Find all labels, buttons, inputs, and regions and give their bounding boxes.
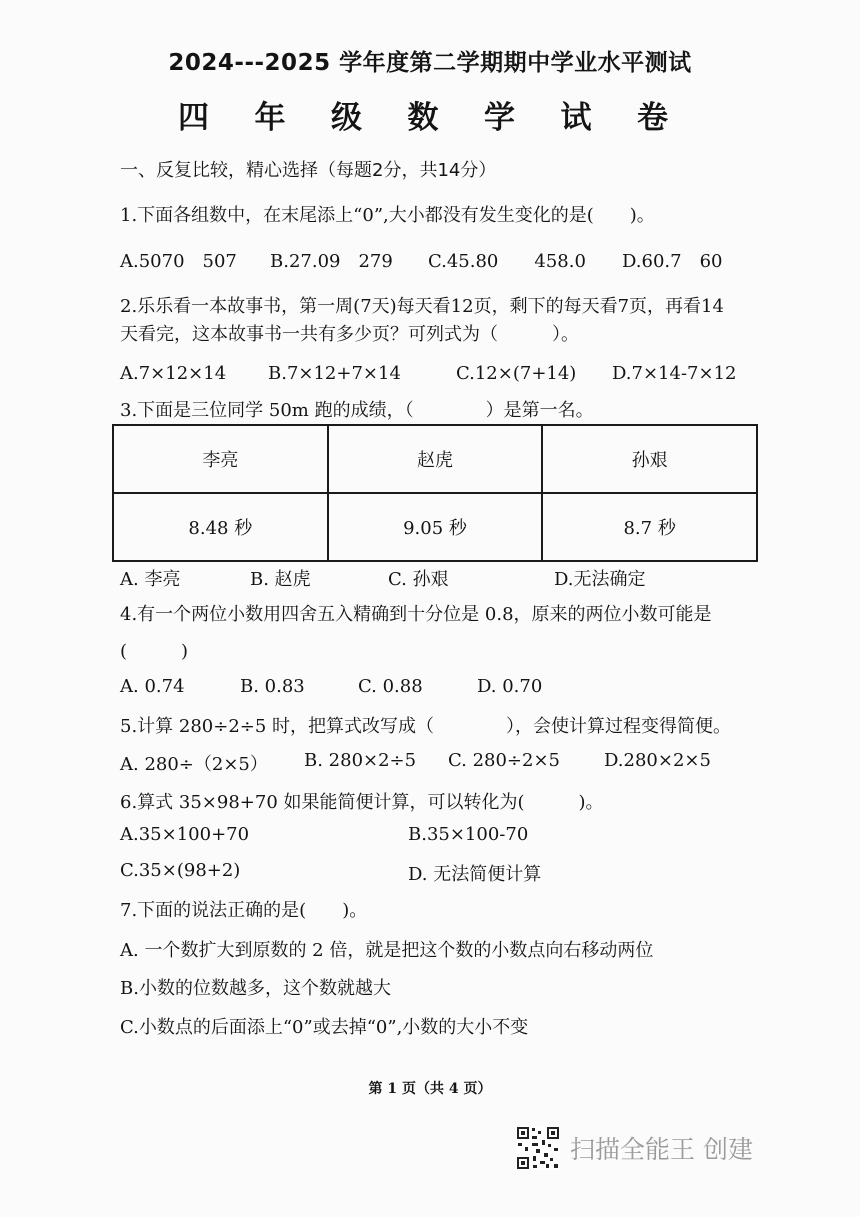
section-heading: 一、反复比较，精心选择（每题2分，共14分） bbox=[120, 160, 497, 181]
q3-option-d: D.无法确定 bbox=[554, 569, 646, 590]
question-6-stem: 6.算式 35×98+70 如果能简便计算，可以转化为( )。 bbox=[120, 792, 604, 813]
subtitle-char: 四 bbox=[178, 100, 209, 136]
subtitle-char: 试 bbox=[560, 100, 592, 136]
score-table bbox=[112, 424, 758, 562]
q3-option-c: C. 孙艰 bbox=[388, 569, 449, 590]
scanner-watermark: 扫描全能王 创建 bbox=[570, 1135, 753, 1164]
q2-option-d: D.7×14-7×12 bbox=[612, 363, 737, 384]
q6-option-b: B.35×100-70 bbox=[408, 824, 529, 845]
subtitle-char: 卷 bbox=[637, 100, 668, 136]
q5-option-d: D.280×2×5 bbox=[604, 750, 711, 771]
q4-option-c: C. 0.88 bbox=[358, 676, 423, 697]
q6-option-d: D. 无法简便计算 bbox=[408, 864, 542, 885]
q1-option-a: A.5070 507 bbox=[120, 251, 237, 272]
q4-option-d: D. 0.70 bbox=[477, 676, 543, 697]
q2-option-b: B.7×12+7×14 bbox=[268, 363, 401, 384]
q1-option-d: D.60.7 60 bbox=[622, 251, 723, 272]
table-cell: 李亮 bbox=[113, 425, 328, 493]
table-cell: 8.7 秒 bbox=[542, 493, 757, 561]
table-cell: 赵虎 bbox=[328, 425, 543, 493]
table-row bbox=[113, 425, 757, 493]
subtitle-char: 学 bbox=[484, 100, 515, 136]
question-7-stem: 7.下面的说法正确的是( )。 bbox=[120, 900, 368, 921]
q1-option-b: B.27.09 279 bbox=[270, 251, 393, 272]
table-cell: 孙艰 bbox=[542, 425, 757, 493]
question-4-stem-line2: ( ) bbox=[120, 641, 189, 662]
q7-option-a: A. 一个数扩大到原数的 2 倍，就是把这个数的小数点向右移动两位 bbox=[120, 940, 654, 961]
question-2-stem-line1: 2.乐乐看一本故事书，第一周(7天)每天看12页，剩下的每天看7页，再看14 bbox=[120, 296, 724, 317]
q3-option-b: B. 赵虎 bbox=[250, 569, 311, 590]
exam-title: 2024---2025 学年度第二学期期中学业水平测试 bbox=[168, 50, 692, 76]
question-4-stem-line1: 4.有一个两位小数用四舍五入精确到十分位是 0.8，原来的两位小数可能是 bbox=[120, 604, 712, 625]
q2-option-a: A.7×12×14 bbox=[120, 363, 227, 384]
q6-option-a: A.35×100+70 bbox=[120, 824, 250, 845]
q7-option-b: B.小数的位数越多，这个数就越大 bbox=[120, 978, 391, 999]
question-5-stem: 5.计算 280÷2÷5 时，把算式改写成（ ），会使计算过程变得简便。 bbox=[120, 716, 732, 737]
q4-option-a: A. 0.74 bbox=[120, 676, 185, 697]
qr-code-icon bbox=[516, 1126, 560, 1170]
table-cell: 9.05 秒 bbox=[328, 493, 543, 561]
q5-option-c: C. 280÷2×5 bbox=[448, 750, 560, 771]
q1-option-c: C.45.80 458.0 bbox=[428, 251, 586, 272]
q7-option-c: C.小数点的后面添上“0”或去掉“0”,小数的大小不变 bbox=[120, 1017, 529, 1038]
q4-option-b: B. 0.83 bbox=[240, 676, 305, 697]
question-2-stem-line2: 天看完，这本故事书一共有多少页？可列式为（ ）。 bbox=[120, 324, 579, 345]
page-number: 第 1 页（共 4 页） bbox=[368, 1081, 492, 1097]
question-3-stem: 3.下面是三位同学 50m 跑的成绩，（ ）是第一名。 bbox=[120, 400, 594, 421]
subtitle-char: 年 bbox=[254, 100, 286, 136]
q3-option-a: A. 李亮 bbox=[120, 569, 181, 590]
question-1-stem: 1.下面各组数中，在末尾添上“0”,大小都没有发生变化的是( )。 bbox=[120, 205, 655, 226]
subtitle-char: 数 bbox=[407, 100, 439, 136]
q2-option-c: C.12×(7+14) bbox=[456, 363, 577, 384]
subtitle-char: 级 bbox=[331, 100, 362, 136]
q5-option-b: B. 280×2÷5 bbox=[304, 750, 417, 771]
table-cell: 8.48 秒 bbox=[113, 493, 328, 561]
q6-option-c: C.35×(98+2) bbox=[120, 860, 241, 881]
q5-option-a: A. 280÷（2×5） bbox=[120, 754, 268, 775]
table-row bbox=[113, 493, 757, 561]
exam-subtitle bbox=[178, 92, 668, 137]
